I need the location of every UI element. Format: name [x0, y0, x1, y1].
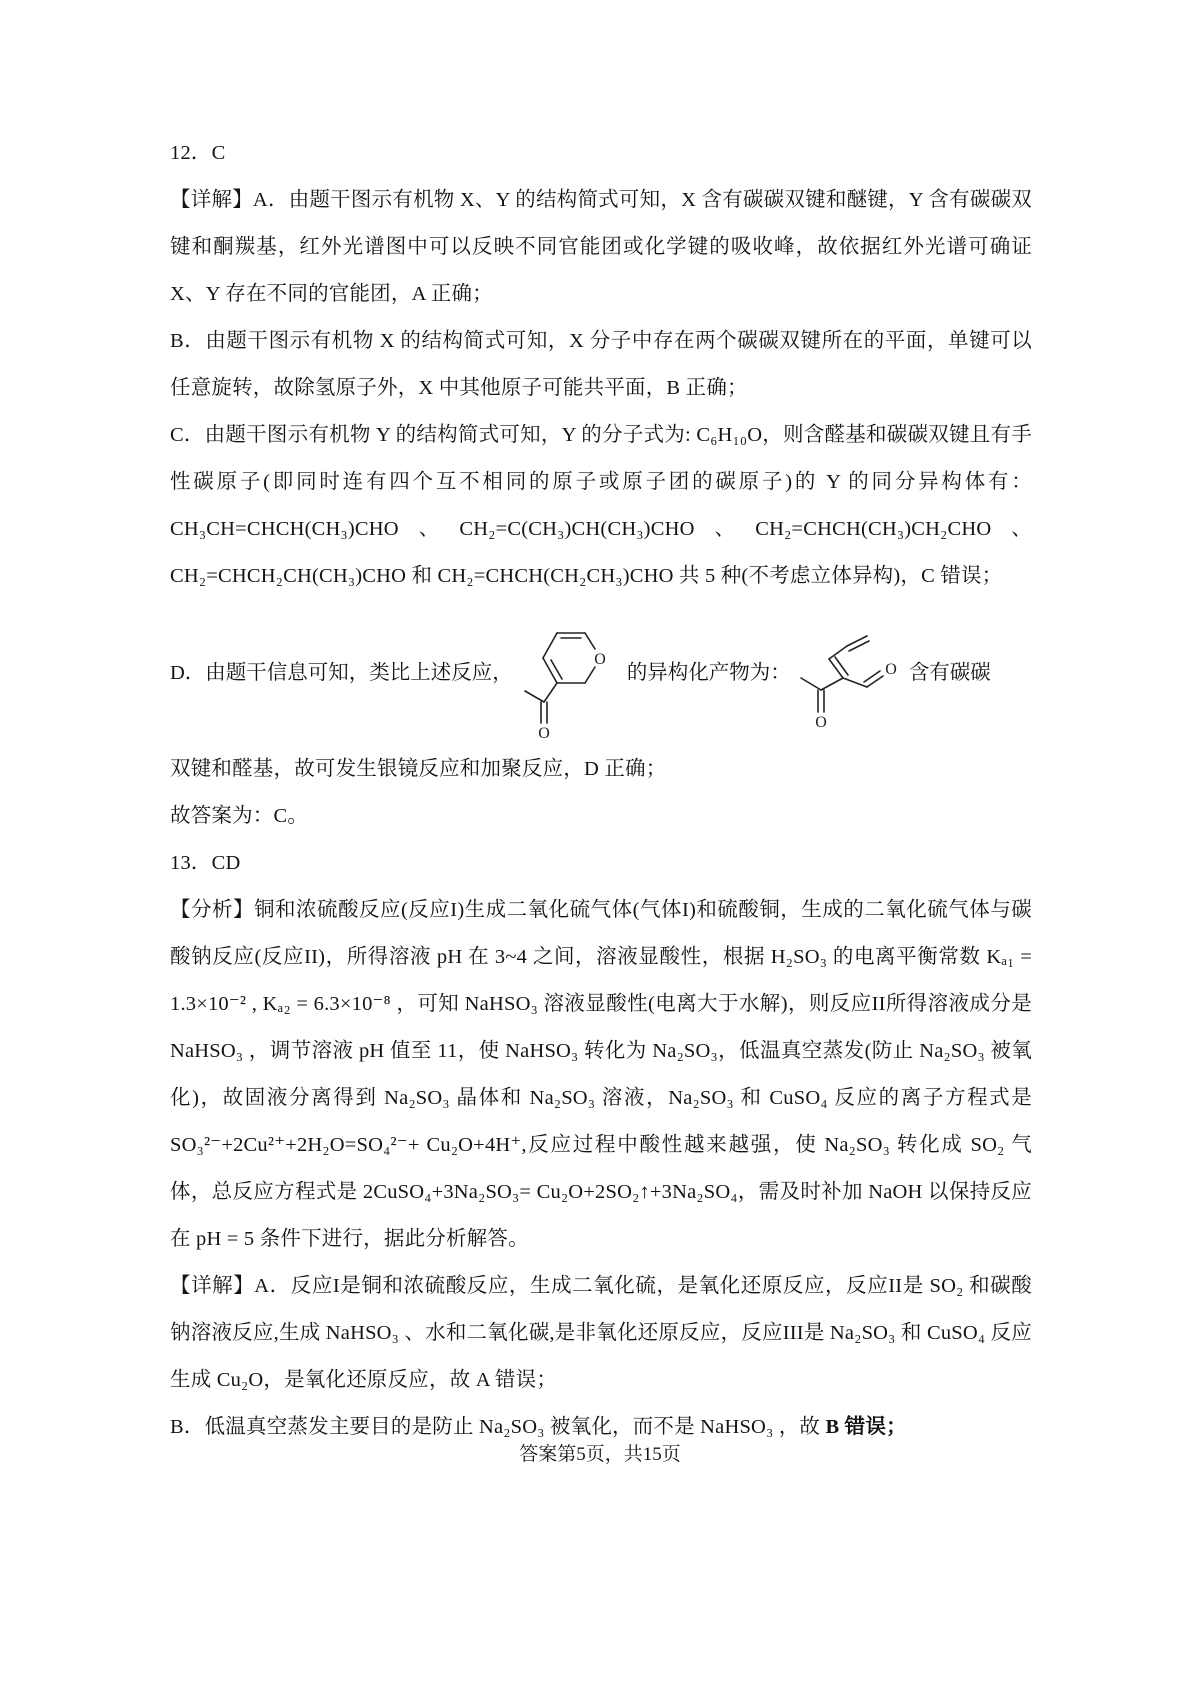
q13-detail-b-text: B．低温真空蒸发主要目的是防止 Na₂SO₃ 被氧化，而不是 NaHSO₃ ，故 [170, 1416, 826, 1438]
q12-detail-d-text-pre: D．由题干信息可知，类比上述反应， [170, 661, 513, 684]
q12-detail-d-continued: 双键和醛基，故可发生银镜反应和加聚反应，D 正确； [170, 758, 667, 780]
q13-detail-a: 【详解】A．反应I是铜和浓硫酸反应，生成二氧化硫，是氧化还原反应，反应II是 SO₂ 和碳酸钠溶液反应,生成 NaHSO₃ 、水和二氧化碳,是非氧化还原反应，反应III是 Na₂SO₃ 和 CuSO₄ 反应生成 Cu₂O，是氧化还原反应，故 A 错误； [170, 1275, 1032, 1391]
q13-analysis: 【分析】铜和浓硫酸反应(反应I)生成二氧化硫气体(气体I)和硫酸铜，生成的二氧化硫气体与碳酸钠反应(反应II)，所得溶液 pH 在 3~4 之间，溶液显酸性，根据 H₂SO₃ 的电离平衡常数 Kₐ₁ = 1.3×10⁻² , Kₐ₂ = 6.3×10⁻⁸ ，可知 NaHSO₃ 溶液显酸性(电离大于水解)，则反应II所得溶液成分是 NaHSO₃ ，调节溶液 pH 值至 11，使 NaHSO₃ 转化为 Na₂SO₃，低温真空蒸发(防止 Na₂SO₃ 被氧化)，故固液分离得到 Na₂SO₃ 晶体和 Na₂SO₃ 溶液，Na₂SO₃ 和 CuSO₄ 反应的离子方程式是 SO₃²⁻+2Cu²⁺+2H₂O=SO₄²⁻+ Cu₂O+4H⁺,反应过程中酸性越来越强，使 Na₂SO₃ 转化成 SO₂ 气体，总反应方程式是 2CuSO₄+3Na₂SO₃= Cu₂O+2SO₂↑+3Na₂SO₄，需及时补加 NaOH 以保持反应在 pH = 5 条件下进行，据此分析解答。 [170, 899, 1032, 1250]
q12-detail-d-text-post: 含有碳碳 [908, 661, 991, 684]
q12-conclusion: 故答案为：C。 [170, 805, 309, 827]
q13-answer-line: 13．CD [170, 852, 241, 874]
pyran-structure-diagram [513, 606, 627, 740]
q12-detail-a: 【详解】A．由题干图示有机物 X、Y 的结构简式可知，X 含有碳碳双键和醚键，Y 含有碳碳双键和酮羰基，红外光谱图中可以反映不同官能团或化学键的吸收峰，故依据红外光谱可确证 X、Y 存在不同的官能团，A 正确； [170, 189, 1032, 305]
acetyl-oxygen-label: O [538, 725, 550, 740]
q12-detail-c: C．由题干图示有机物 Y 的结构简式可知，Y 的分子式为: C₆H₁₀O，则含醛基和碳碳双键且有手性碳原子(即同时连有四个互不相同的原子或原子团的碳原子)的 Y 的同分异构体有：CH₃CH=CHCH(CH₃)CHO、CH₂=C(CH₃)CH(CH₃)CHO、CH₂=CHCH(CH₃)CH₂CHO、CH₂=CHCH₂CH(CH₃)CHO 和 CH₂=CHCH(CH₂CH₃)CHO 共 5 种(不考虑立体异构)，C 错误； [170, 424, 1032, 587]
acetyl-oxygen-label: O [815, 714, 827, 730]
page-footer: 答案第5页，共15页 [519, 1444, 681, 1465]
ring-oxygen-label: O [594, 651, 606, 668]
q13-detail-b-bold-text: B 错误； [825, 1416, 907, 1438]
q12-detail-d-text-mid: 的异构化产物为： [626, 661, 791, 684]
q12-answer-line: 12．C [170, 142, 226, 164]
q12-detail-b: B．由题干图示有机物 X 的结构简式可知，X 分子中存在两个碳碳双键所在的平面，单键可以任意旋转，故除氢原子外，X 中其他原子可能共平面，B 正确； [170, 330, 1032, 399]
isomer-structure-diagram [791, 616, 909, 730]
q12-detail-d-row [170, 606, 1032, 740]
aldehyde-oxygen-label: O [885, 661, 897, 678]
